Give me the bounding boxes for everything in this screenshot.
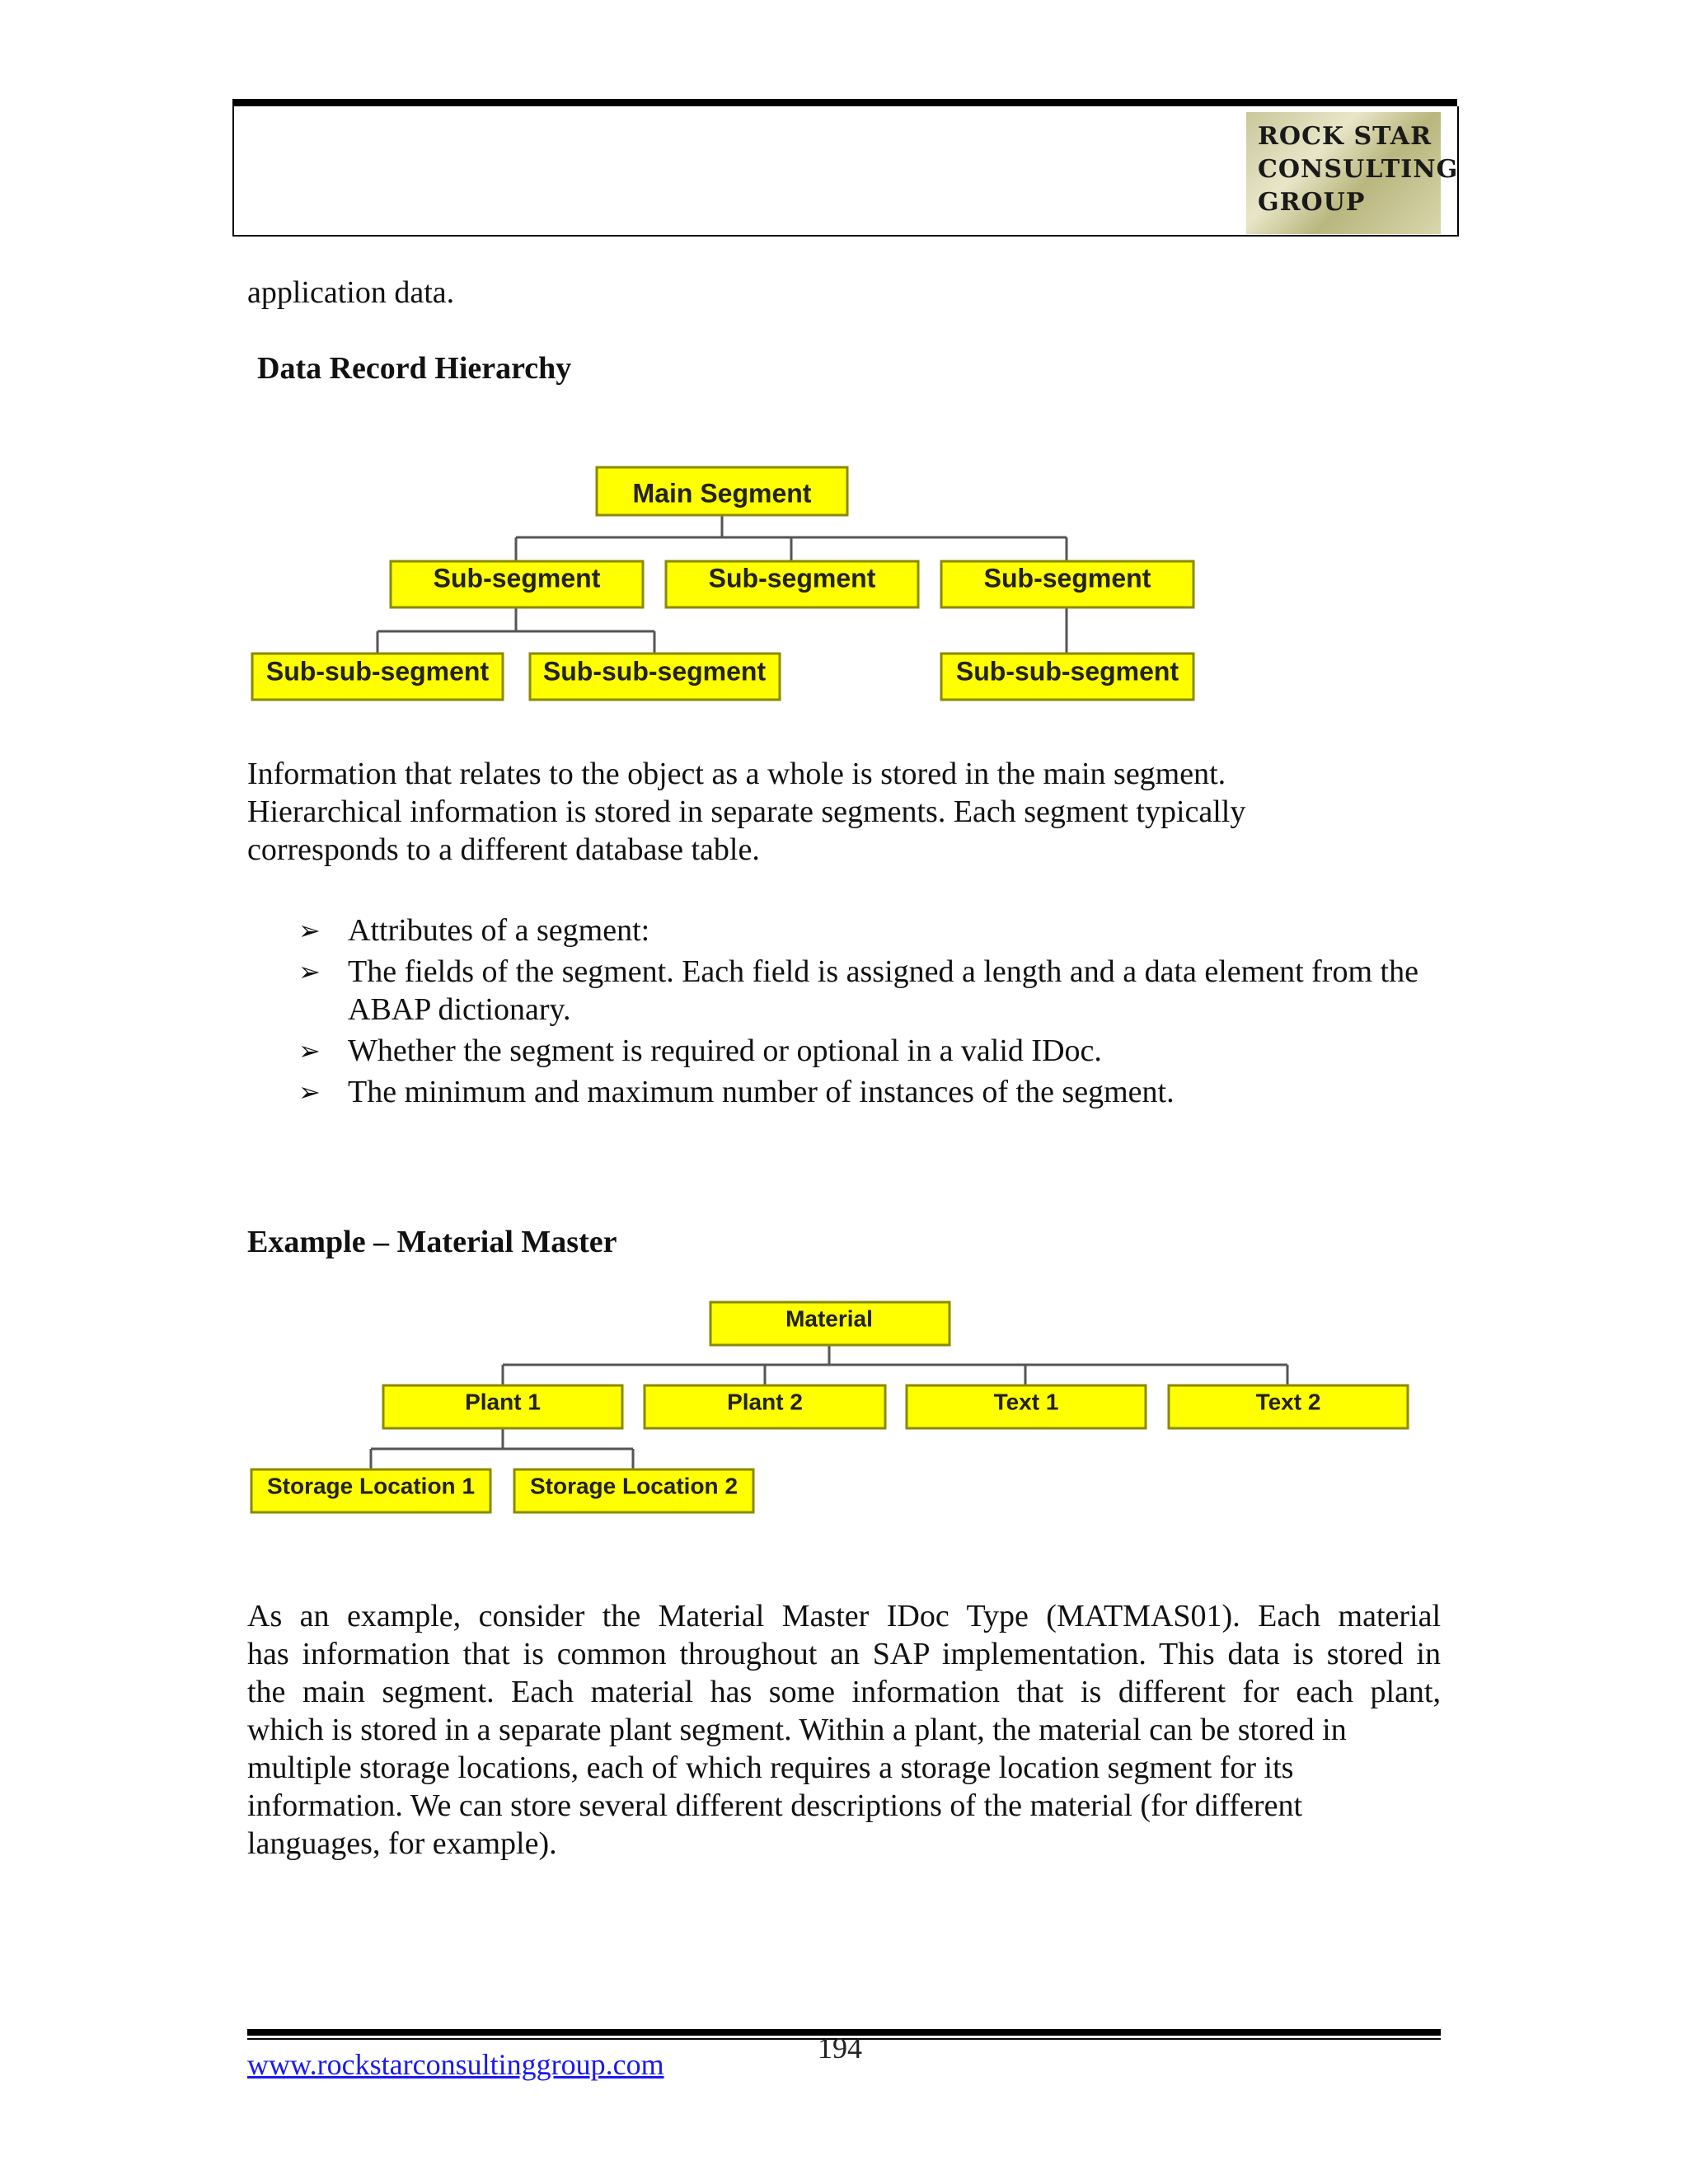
svg-text:Material: Material — [785, 1305, 873, 1332]
list-item — [298, 953, 1452, 1029]
paragraph-line: has information that is common throughout an SAP implementation. This data is stored in — [247, 1637, 1441, 1671]
svg-text:Plant 2: Plant 2 — [727, 1389, 803, 1415]
intro-text: application data. — [247, 275, 455, 310]
paragraph-line: As an example, consider the Material Master IDoc Type (MATMAS01). Each material — [247, 1599, 1441, 1633]
node-main-segment — [597, 467, 847, 515]
segment-hierarchy-diagram — [0, 0, 1688, 742]
list-item — [298, 1073, 1452, 1111]
svg-text:Sub-sub-segment: Sub-sub-segment — [542, 656, 767, 687]
paragraph-line: multiple storage locations, each of which requires a storage location segment for its — [247, 1750, 1294, 1785]
node-sub-segment-3 — [941, 561, 1193, 607]
paragraph-line: information. We can store several different descriptions of the material (for different — [247, 1788, 1303, 1823]
list-item — [298, 1032, 1452, 1070]
page-number: 194 — [818, 2032, 862, 2064]
list-item-text: Whether the segment is required or optional in a valid IDoc. — [348, 1033, 1102, 1068]
paragraph-line: Hierarchical information is stored in separate segments. Each segment typically — [247, 794, 1246, 829]
svg-text:Storage Location 1: Storage Location 1 — [266, 1473, 476, 1499]
arrow-bullet-icon: ➢ — [298, 956, 321, 987]
node-material — [710, 1302, 950, 1345]
logo-line-1: ROCK STAR — [1258, 122, 1432, 151]
node-text-1 — [907, 1385, 1146, 1428]
paragraph-line: Information that relates to the object as a whole is stored in the main segment. — [247, 757, 1226, 791]
svg-text:Sub-sub-segment: Sub-sub-segment — [265, 656, 490, 687]
node-sub-segment-1 — [391, 561, 643, 607]
node-sub-sub-segment-1 — [252, 654, 503, 700]
svg-text:Storage Location 2: Storage Location 2 — [529, 1473, 738, 1499]
arrow-bullet-icon: ➢ — [298, 1035, 321, 1066]
svg-text:Sub-segment: Sub-segment — [983, 563, 1151, 593]
svg-text:Text 2: Text 2 — [1255, 1389, 1321, 1415]
arrow-bullet-icon: ➢ — [298, 915, 321, 946]
svg-text:Plant 1: Plant 1 — [465, 1389, 541, 1415]
node-plant-2 — [645, 1385, 885, 1428]
section-heading-material-master: Example – Material Master — [247, 1225, 617, 1259]
logo-line-3: GROUP — [1258, 188, 1366, 217]
section-heading-data-record-hierarchy: Data Record Hierarchy — [257, 351, 572, 386]
paragraph-line: languages, for example). — [247, 1826, 557, 1861]
node-storage-location-2 — [514, 1469, 753, 1512]
node-text-2 — [1169, 1385, 1408, 1428]
paragraph-line: corresponds to a different database table. — [247, 832, 760, 867]
arrow-bullet-icon: ➢ — [298, 1076, 321, 1108]
segment-attributes-list — [298, 912, 1452, 1114]
svg-text:Sub-segment: Sub-segment — [433, 563, 601, 593]
svg-text:Text 1: Text 1 — [993, 1389, 1059, 1415]
list-item-text: The minimum and maximum number of instances of the segment. — [348, 1075, 1175, 1109]
svg-text:Sub-segment: Sub-segment — [708, 563, 876, 593]
node-sub-sub-segment-3 — [941, 654, 1193, 700]
material-master-diagram — [0, 1286, 1688, 1533]
node-storage-location-1 — [251, 1469, 490, 1512]
paragraph-line: which is stored in a separate plant segment. Within a plant, the material can be stored in — [247, 1713, 1347, 1747]
logo-line-2: CONSULTING — [1258, 155, 1459, 184]
node-sub-sub-segment-2 — [530, 654, 780, 700]
svg-text:Sub-sub-segment: Sub-sub-segment — [955, 656, 1179, 687]
svg-text:Main Segment: Main Segment — [632, 478, 812, 509]
paragraph-line: the main segment. Each material has some information that is different for each plant, — [247, 1675, 1441, 1709]
node-plant-1 — [383, 1385, 622, 1428]
node-sub-segment-2 — [666, 561, 918, 607]
list-item — [298, 912, 1452, 949]
list-item-text: Attributes of a segment: — [348, 913, 650, 948]
list-item-text: The fields of the segment. Each field is assigned a length and a data element from the ABAP dictionary. — [348, 954, 1418, 1027]
website-link[interactable]: www.rockstarconsultinggroup.com — [247, 2048, 664, 2081]
